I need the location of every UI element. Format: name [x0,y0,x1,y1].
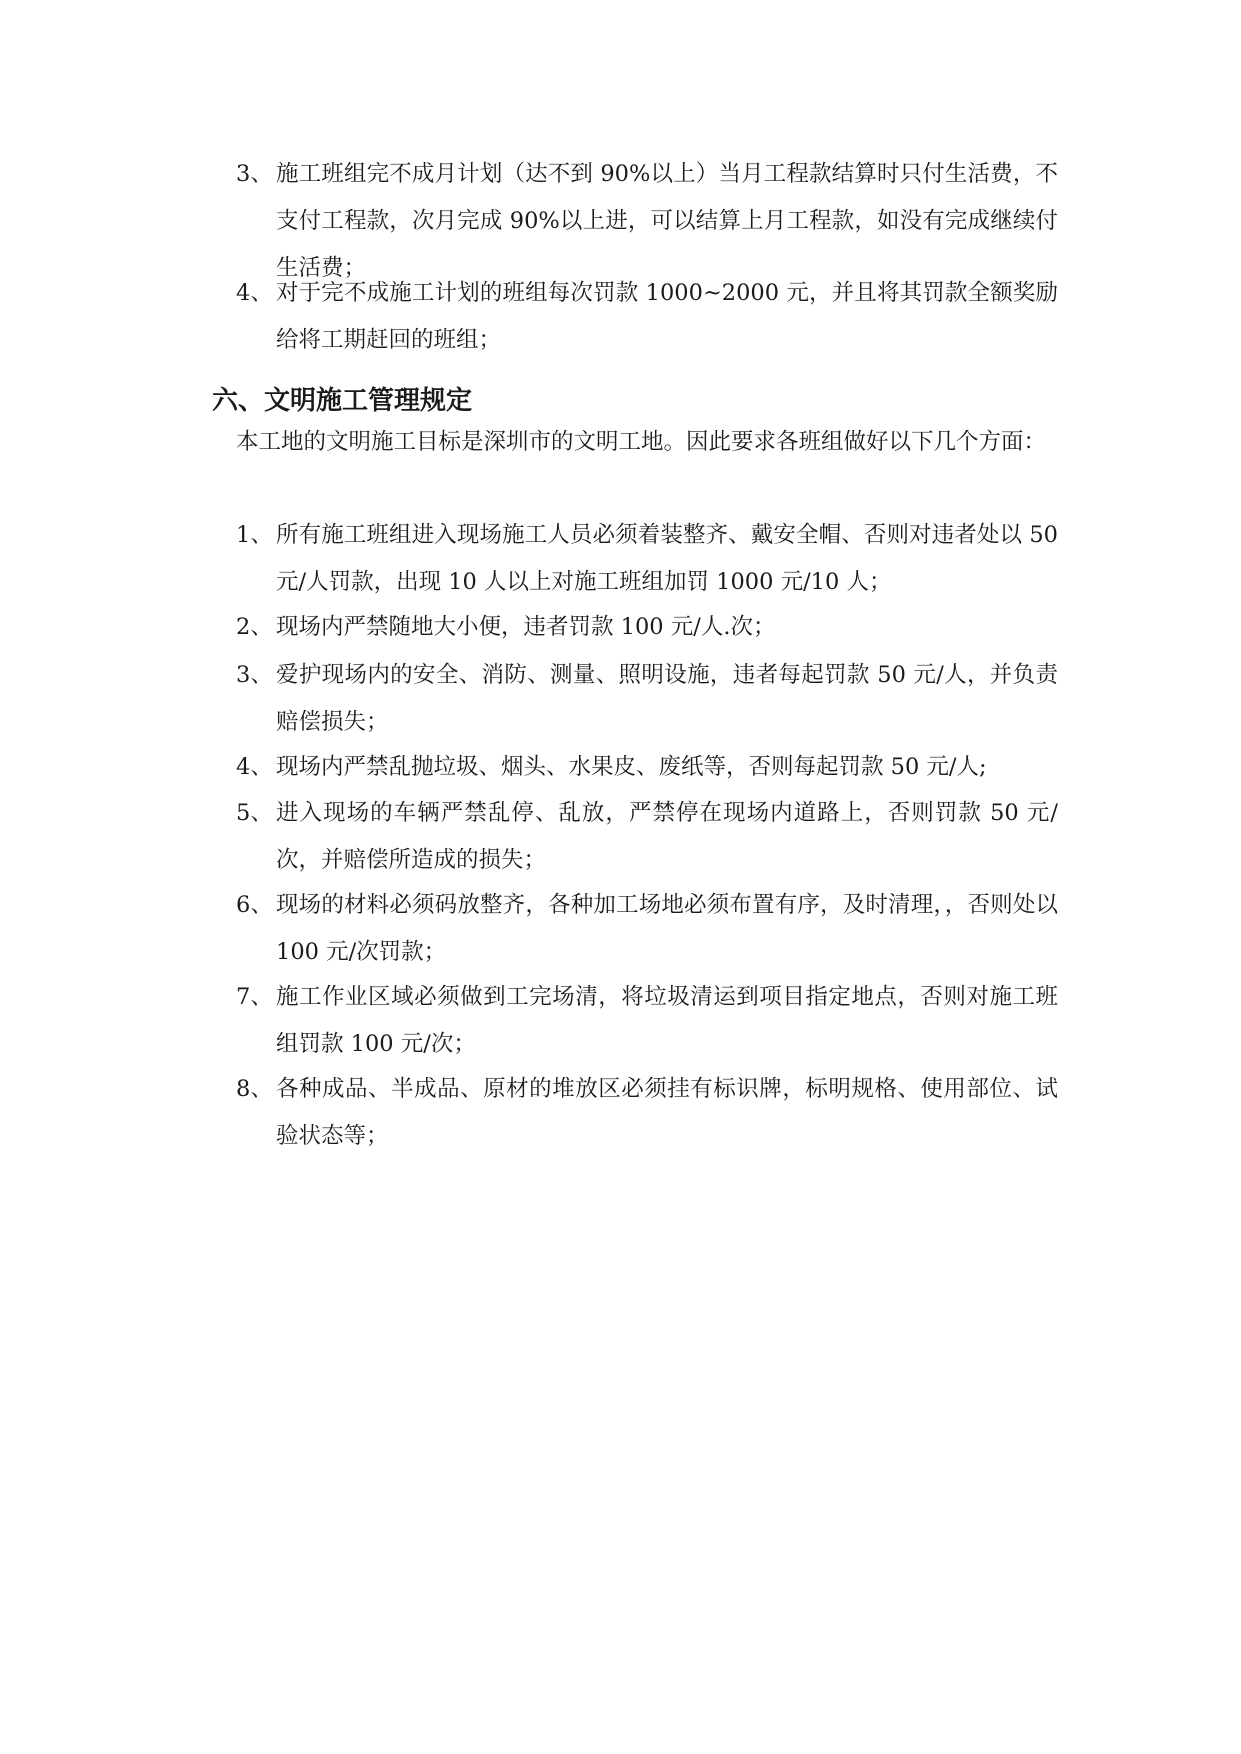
list-item [236,270,1058,364]
item-number: 2、 [236,614,273,640]
item-number: 1、 [236,522,273,548]
item-number: 3、 [236,662,273,688]
item-number: 3、 [236,161,273,187]
section-heading: 六、文明施工管理规定 [212,386,473,416]
item-text: 各种成品、半成品、原材的堆放区必须挂有标识牌，标明规格、使用部位、试验状态等； [276,1076,1058,1149]
item-number: 4、 [236,280,273,306]
item-number: 4、 [236,754,273,780]
item-number: 8、 [236,1076,273,1102]
list-item [236,1066,1058,1160]
list-item [236,604,1058,651]
item-number: 5、 [236,800,273,826]
item-number: 7、 [236,984,273,1010]
item-text: 现场的材料必须码放整齐，各种加工场地必须布置有序，及时清理，，否则处以 100 元/次罚款； [276,892,1058,965]
item-text: 施工班组完不成月计划（达不到 90%以上）当月工程款结算时只付生活费，不支付工程款，次月完成 90%以上进，可以结算上月工程款，如没有完成继续付生活费； [276,161,1058,281]
list-item [236,512,1058,606]
item-text: 进入现场的车辆严禁乱停、乱放，严禁停在现场内道路上，否则罚款 50 元/次，并赔偿所造成的损失； [276,800,1058,873]
list-item [236,882,1058,976]
item-text: 对于完不成施工计划的班组每次罚款 1000~2000 元，并且将其罚款全额奖励给将工期赶回的班组； [276,280,1058,353]
list-item [236,652,1058,746]
list-item [236,790,1058,884]
item-number: 6、 [236,892,273,918]
item-text: 所有施工班组进入现场施工人员必须着装整齐、戴安全帽、否则对违者处以 50 元/人罚款，出现 10 人以上对施工班组加罚 1000 元/10 人； [276,522,1058,595]
intro-paragraph: 本工地的文明施工目标是深圳市的文明工地。因此要求各班组做好以下几个方面： [236,429,1047,455]
item-text: 施工作业区域必须做到工完场清，将垃圾清运到项目指定地点，否则对施工班组罚款 100 元/次； [276,984,1058,1057]
list-item [236,974,1058,1068]
list-item [236,744,1058,791]
item-text: 爱护现场内的安全、消防、测量、照明设施，违者每起罚款 50 元/人，并负责赔偿损失； [276,662,1058,735]
item-text: 现场内严禁乱抛垃圾、烟头、水果皮、废纸等，否则每起罚款 50 元/人; [276,754,987,780]
item-text: 现场内严禁随地大小便，违者罚款 100 元/人.次； [276,614,776,640]
